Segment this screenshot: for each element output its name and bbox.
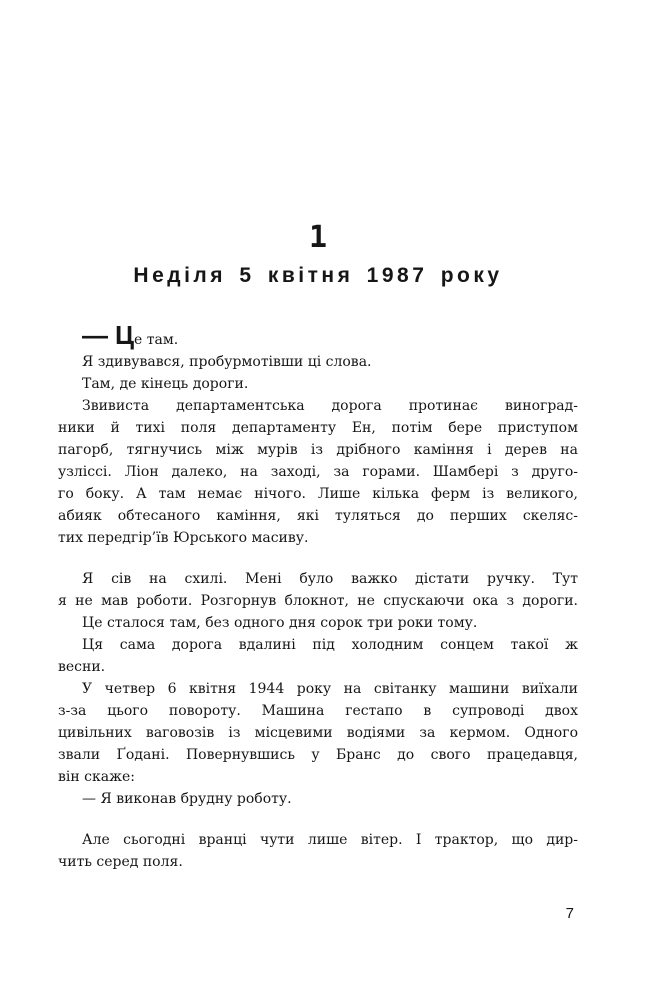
text-line: цивільних ваговозів із місцевими водіями за кермом. Одного [58, 725, 578, 741]
text-line: ники й тихі поля департаменту Ен, потім бере приступом [58, 420, 578, 436]
text-line: Але сьогодні вранці чути лише вітер. І трактор, що дир- [82, 832, 578, 848]
chapter-title: Неділя 5 квітня 1987 року [133, 264, 503, 287]
dialog-opening-line [58, 320, 578, 351]
text-line: я не мав роботи. Розгорнув блокнот, не спускаючи ока з дороги. [58, 593, 578, 609]
text-line: тих передгір’їв Юрського масиву. [58, 530, 309, 546]
text-line: весни. [58, 659, 106, 675]
text-line: він скаже: [58, 769, 135, 785]
opening-rest: е там. [134, 332, 179, 348]
body-text [58, 320, 578, 873]
text-line: з-за цього повороту. Машина гестапо в супроводі двох [58, 703, 578, 719]
text-line: У четвер 6 квітня 1944 року на світанку машини виїхали [82, 681, 578, 697]
text-line: Я сів на схилі. Мені було важко дістати ручку. Тут [82, 571, 578, 587]
chapter-number: 1 [308, 220, 328, 255]
text-line: чить серед поля. [58, 854, 183, 870]
text-line: узліссі. Ліон далеко, на заході, за горами. Шамбері з друго- [58, 464, 578, 480]
text-line: пагорб, тягнучись між мурів із дрібного каміння і дерев на [58, 442, 578, 458]
em-dash: — [82, 320, 108, 350]
text-line: Це сталося там, без одного дня сорок три роки тому. [82, 615, 478, 631]
lettrine [82, 320, 134, 350]
text-line: звали Ґодані. Повернувшись у Бранс до свого працедавця, [58, 747, 578, 763]
text-line: го боку. А там немає нічого. Лише кілька ферм із великого, [58, 486, 578, 502]
text-line: Я здивувався, пробурмотівши ці слова. [82, 354, 372, 370]
text-line: Звивиста департаментська дорога протинає виноград- [82, 398, 578, 414]
text-line: Ця сама дорога вдалині під холодним сонцем такої ж [82, 637, 578, 653]
page-number: 7 [565, 905, 574, 922]
lettrine-initial: Ц [115, 320, 134, 350]
text-line: абияк обтесаного каміння, які туляться до перших скеляс- [58, 508, 578, 524]
text-line: Там, де кінець дороги. [82, 376, 249, 392]
text-line: — Я виконав брудну роботу. [82, 791, 292, 807]
